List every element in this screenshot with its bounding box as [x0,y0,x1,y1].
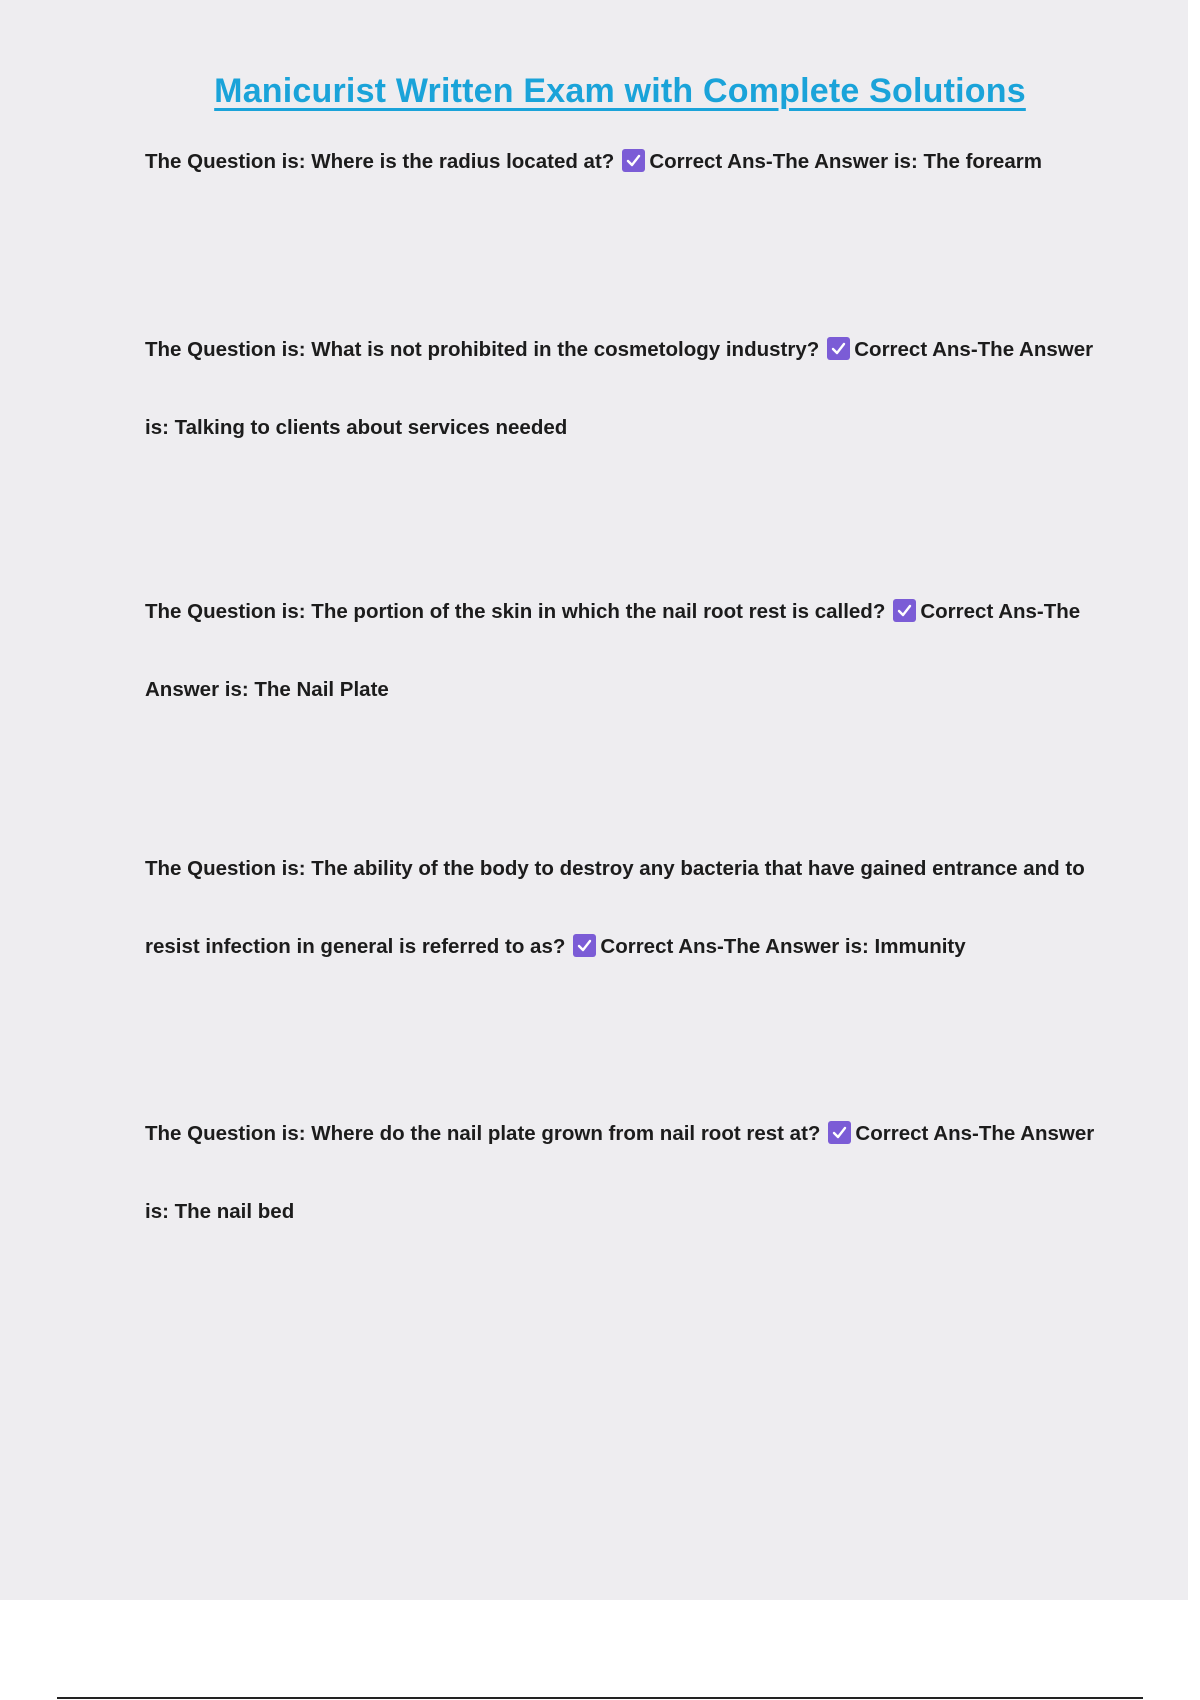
checkbox-checked-icon [573,934,596,957]
answer-text: Correct Ans-The Answer is: The Nail Plate [145,600,1081,701]
answer-text: Correct Ans-The Answer is: The forearm [649,150,1042,173]
question-text: The Question is: What is not prohibited in the cosmetology industry? [145,338,820,361]
question-text: The Question is: The portion of the skin in which the nail root rest is called? [145,600,886,623]
qa-item-1 [145,123,1105,201]
qa-item-3 [145,573,1105,729]
question-text: The Question is: The ability of the body to destroy any bacteria that have gained entrance and to resist infection in general is referred to as? [145,857,1085,958]
answer-text: Correct Ans-The Answer is: Talking to clients about services needed [145,338,1094,439]
checkbox-checked-icon [622,149,645,172]
checkbox-checked-icon [827,337,850,360]
qa-item-4 [145,830,1105,986]
document-title: Manicurist Written Exam with Complete Solutions [214,72,1026,110]
answer-text: Correct Ans-The Answer is: The nail bed [145,1122,1095,1223]
qa-item-5 [145,1095,1105,1251]
checkbox-checked-icon [893,599,916,622]
page-margin [1188,0,1200,1700]
qa-item-2 [145,311,1105,467]
question-text: The Question is: Where is the radius located at? [145,150,615,173]
checkbox-checked-icon [828,1121,851,1144]
question-text: The Question is: Where do the nail plate grown from nail root rest at? [145,1122,821,1145]
answer-text: Correct Ans-The Answer is: Immunity [600,935,966,958]
footer-divider [57,1697,1143,1699]
